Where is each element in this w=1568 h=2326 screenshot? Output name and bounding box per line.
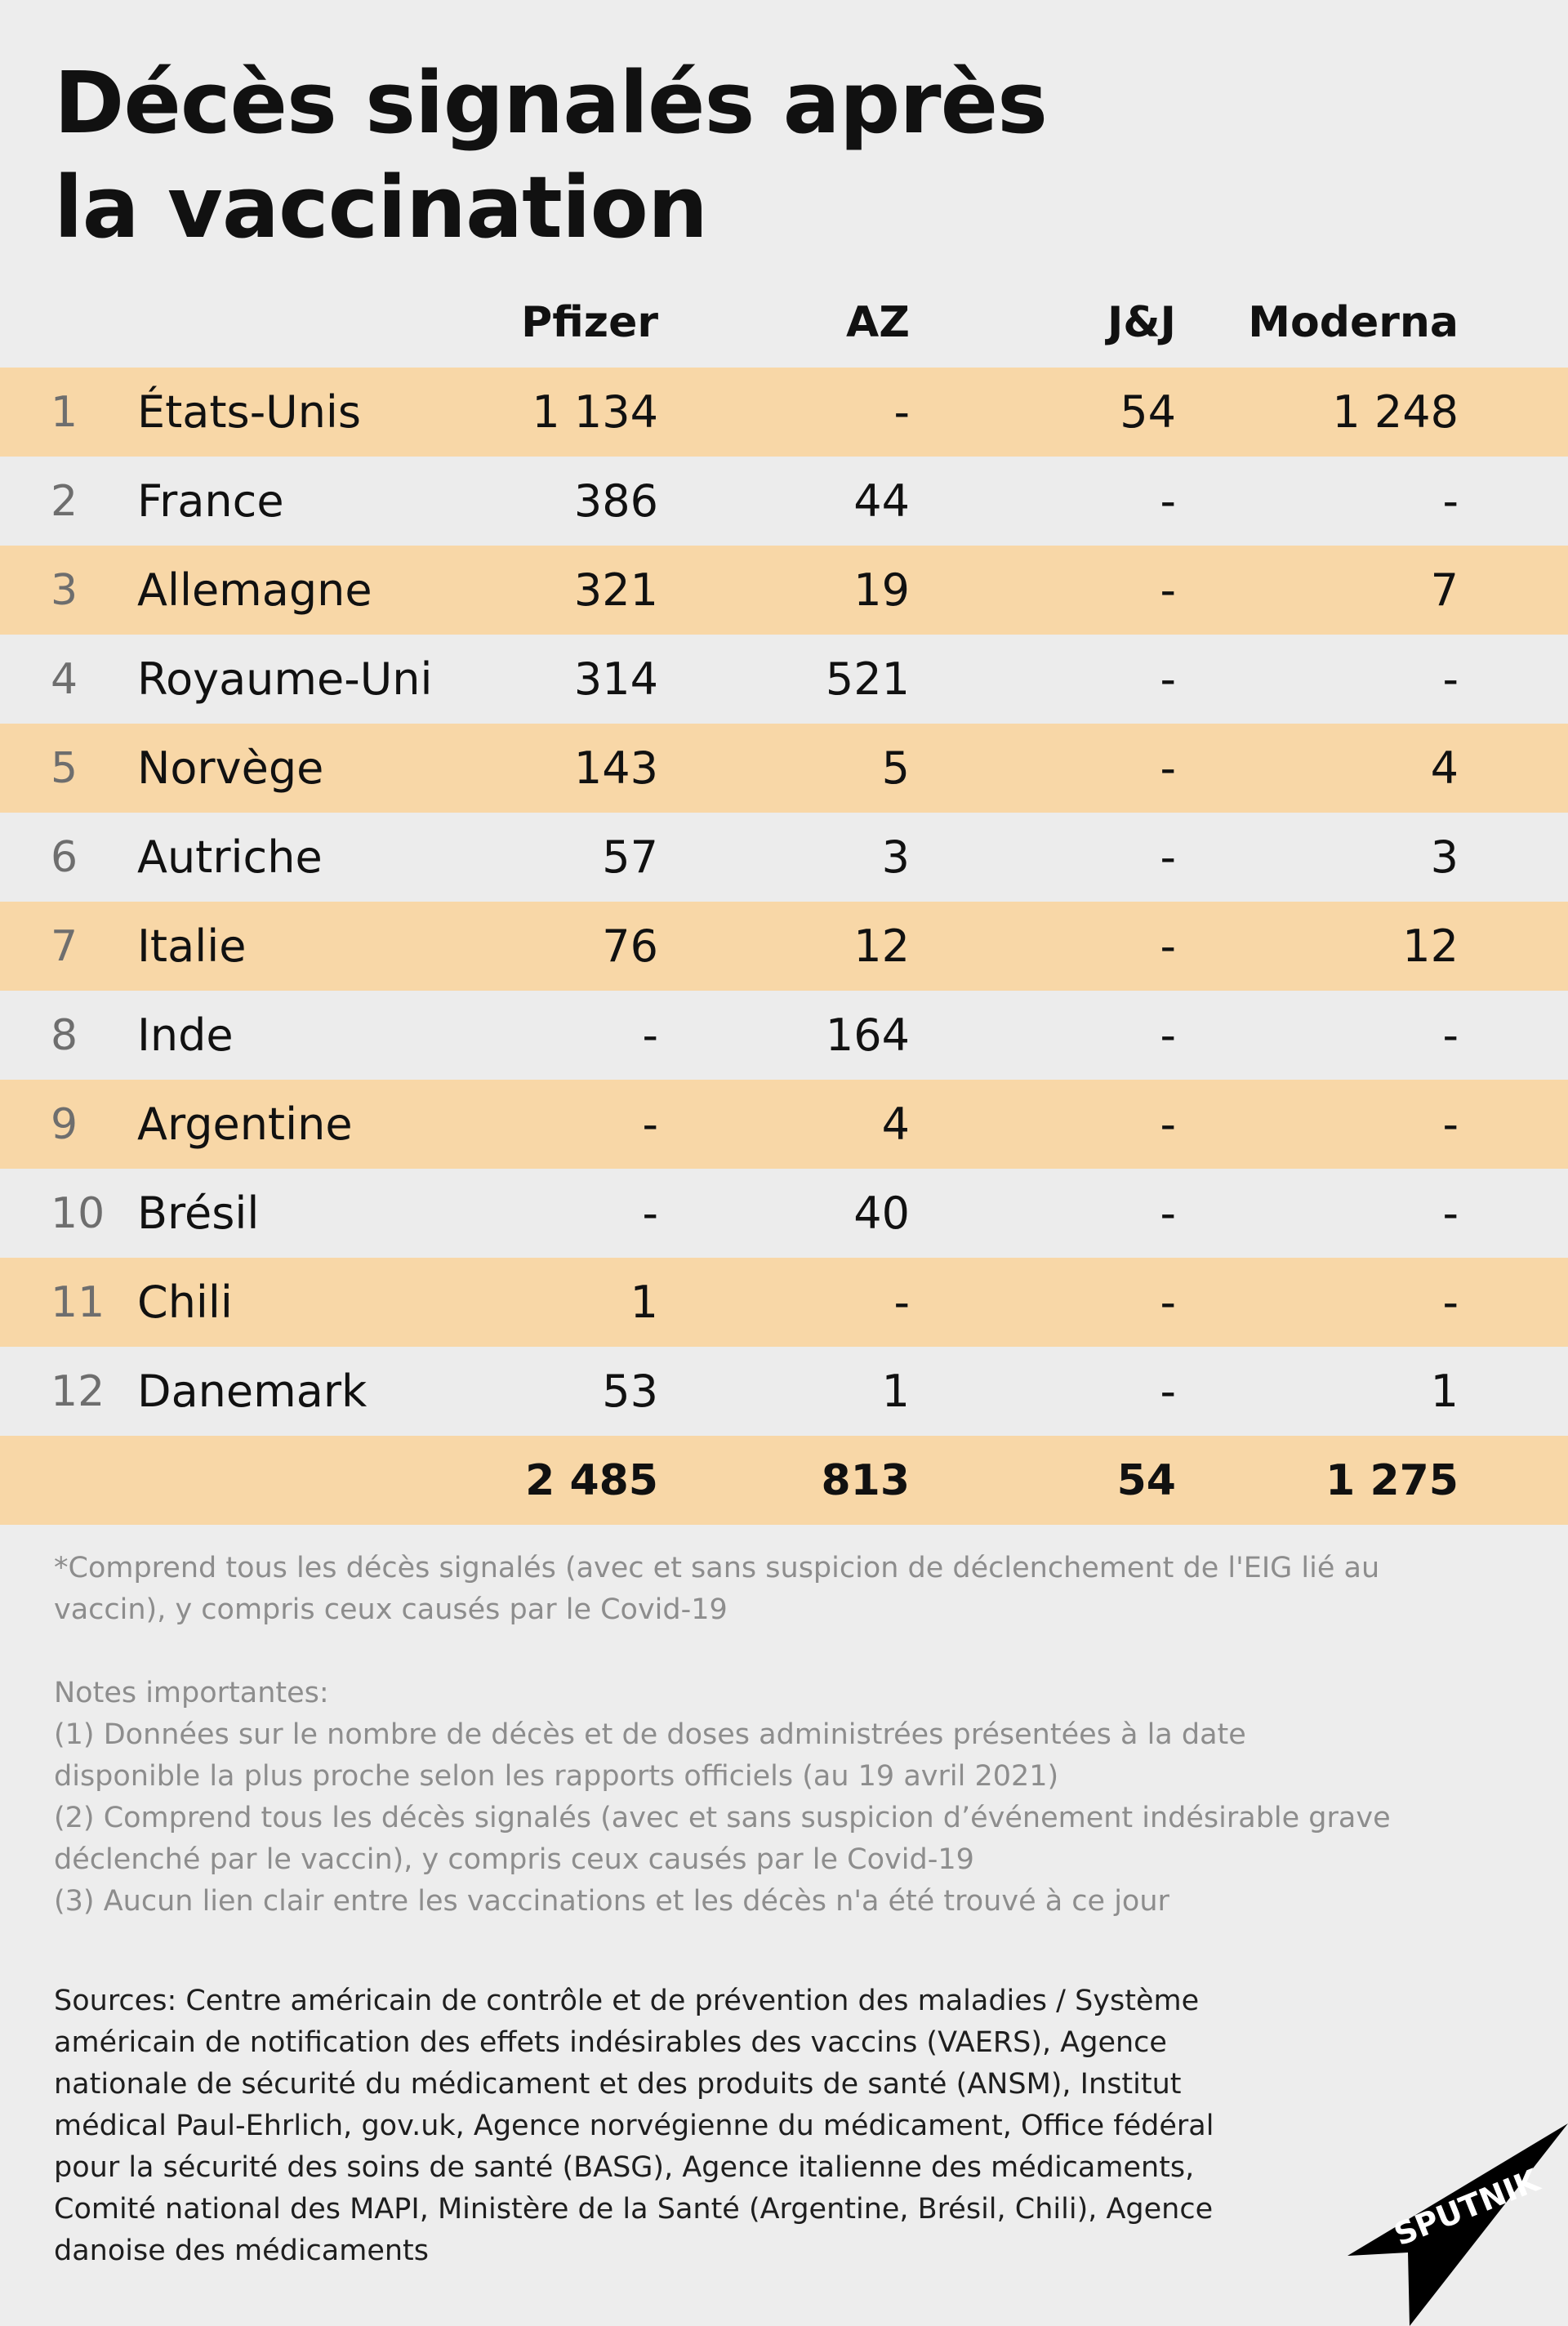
row-az: 164 [825,1009,910,1061]
row-rank: 11 [51,1277,105,1327]
row-pfizer: 386 [573,475,658,527]
row-jj: - [1160,564,1176,616]
column-header-moderna: Moderna [1248,298,1459,347]
row-pfizer: 1 134 [532,386,658,438]
note-item: (3) Aucun lien clair entre les vaccinations et les décès n'a été trouvé à ce jour [54,1885,1169,1918]
column-header-pfizer: Pfizer [521,298,658,347]
row-jj: - [1160,1277,1176,1328]
row-az: 3 [881,831,910,883]
row-moderna: - [1442,653,1459,705]
notes-section [54,1548,1393,1923]
table-row [0,813,1568,902]
row-az: 12 [853,920,910,972]
row-az: 5 [881,742,910,794]
row-az: 40 [853,1188,910,1239]
table-row [0,902,1568,991]
totals-row [0,1436,1568,1525]
row-moderna: 1 [1430,1366,1459,1417]
table-row [0,1258,1568,1347]
row-jj: - [1160,653,1176,705]
row-moderna: 12 [1402,920,1459,972]
row-rank: 4 [51,654,78,704]
row-moderna: 1 248 [1332,386,1459,438]
row-moderna: - [1442,1098,1459,1150]
row-jj: - [1160,1188,1176,1239]
row-moderna: 3 [1430,831,1459,883]
table-body [0,368,1568,1436]
row-country: Brésil [137,1188,260,1239]
row-rank: 5 [51,743,78,793]
row-rank: 7 [51,921,78,971]
row-jj: - [1160,742,1176,794]
row-country: Danemark [137,1366,368,1417]
row-pfizer: 57 [602,831,658,883]
row-jj: - [1160,920,1176,972]
row-country: États-Unis [137,386,362,438]
row-moderna: - [1442,1009,1459,1061]
row-moderna: 7 [1430,564,1459,616]
row-country: France [137,475,284,527]
row-pfizer: - [642,1098,658,1150]
table-row [0,546,1568,635]
row-jj: - [1160,1009,1176,1061]
title-line-1: Décès signalés après [54,53,1048,153]
table-header [0,278,1568,368]
row-country: Chili [137,1277,233,1328]
row-pfizer: 1 [630,1277,658,1328]
table-row [0,991,1568,1080]
row-rank: 9 [51,1099,78,1149]
row-jj: 54 [1120,386,1176,438]
row-pfizer: - [642,1009,658,1061]
row-pfizer: 321 [573,564,658,616]
table-row [0,1347,1568,1436]
table-row [0,724,1568,813]
row-az: - [893,1277,910,1328]
table-row [0,635,1568,724]
row-jj: - [1160,475,1176,527]
row-jj: - [1160,1098,1176,1150]
row-moderna: - [1442,1188,1459,1239]
row-jj: - [1160,831,1176,883]
row-pfizer: 76 [602,920,658,972]
row-pfizer: 53 [602,1366,658,1417]
row-rank: 6 [51,832,78,882]
row-country: Royaume-Uni [137,653,433,705]
title-line-2: la vaccination [54,158,708,257]
row-rank: 3 [51,565,78,615]
total-pfizer: 2 485 [525,1455,658,1505]
table-row [0,368,1568,457]
table-row [0,1080,1568,1169]
column-header-jj: J&J [1107,298,1176,347]
note-item: (2) Comprend tous les décès signalés (avec et sans suspicion d’événement indésirable grave déclenché par le vaccin), y compris ceux causés par le Covid-19 [54,1802,1391,1876]
row-az: - [893,386,910,438]
row-jj: - [1160,1366,1176,1417]
row-rank: 8 [51,1010,78,1060]
total-moderna: 1 275 [1325,1455,1459,1505]
row-country: Argentine [137,1098,353,1150]
notes-heading: Notes importantes: [54,1677,329,1709]
row-rank: 10 [51,1188,105,1238]
row-country: Italie [137,920,247,972]
footnote: *Comprend tous les décès signalés (avec et sans suspicion de déclenchement de l'EIG lié au vaccin), y compris ceux causés par le Covid-19 [54,1552,1380,1626]
row-country: Allemagne [137,564,372,616]
row-az: 44 [853,475,910,527]
row-az: 4 [881,1098,910,1150]
row-country: Autriche [137,831,323,883]
row-rank: 2 [51,476,78,526]
note-item: (1) Données sur le nombre de décès et de doses administrées présentées à la date disponible la plus proche selon les rapports officiels (au 19 avril 2021) [54,1718,1246,1793]
sources: Sources: Centre américain de contrôle et de prévention des maladies / Système américain de notification des effets indésirables des vaccins (VAERS), Agence nationale de sécurité du médicament et des produits de santé (ANSM), Institut médical Paul-Ehrlich, gov.uk, Agence norvégienne du médicament, Office fédéral pour la sécurité des soins de santé (BASG), Agence italienne des médicaments, Comité national des MAPI, Ministère de la Santé (Argentine, Brésil, Chili), Agence danoise des médicaments [54,1985,1214,2267]
row-az: 1 [881,1366,910,1417]
page-title [54,51,1197,260]
table-row [0,457,1568,546]
row-az: 521 [825,653,910,705]
sputnik-logo-text: SPUTNIK [1388,2162,1545,2253]
row-moderna: - [1442,475,1459,527]
total-az: 813 [821,1455,910,1505]
row-moderna: - [1442,1277,1459,1328]
row-rank: 1 [51,387,78,437]
table-row [0,1169,1568,1258]
sputnik-logo [1348,2123,1568,2326]
row-pfizer: - [642,1188,658,1239]
row-country: Norvège [137,742,324,794]
row-rank: 12 [51,1366,105,1416]
column-header-az: AZ [846,298,910,347]
total-jj: 54 [1116,1455,1176,1505]
row-pfizer: 314 [573,653,658,705]
row-country: Inde [137,1009,234,1061]
row-moderna: 4 [1430,742,1459,794]
row-pfizer: 143 [573,742,658,794]
deaths-table [0,278,1568,1525]
row-az: 19 [853,564,910,616]
